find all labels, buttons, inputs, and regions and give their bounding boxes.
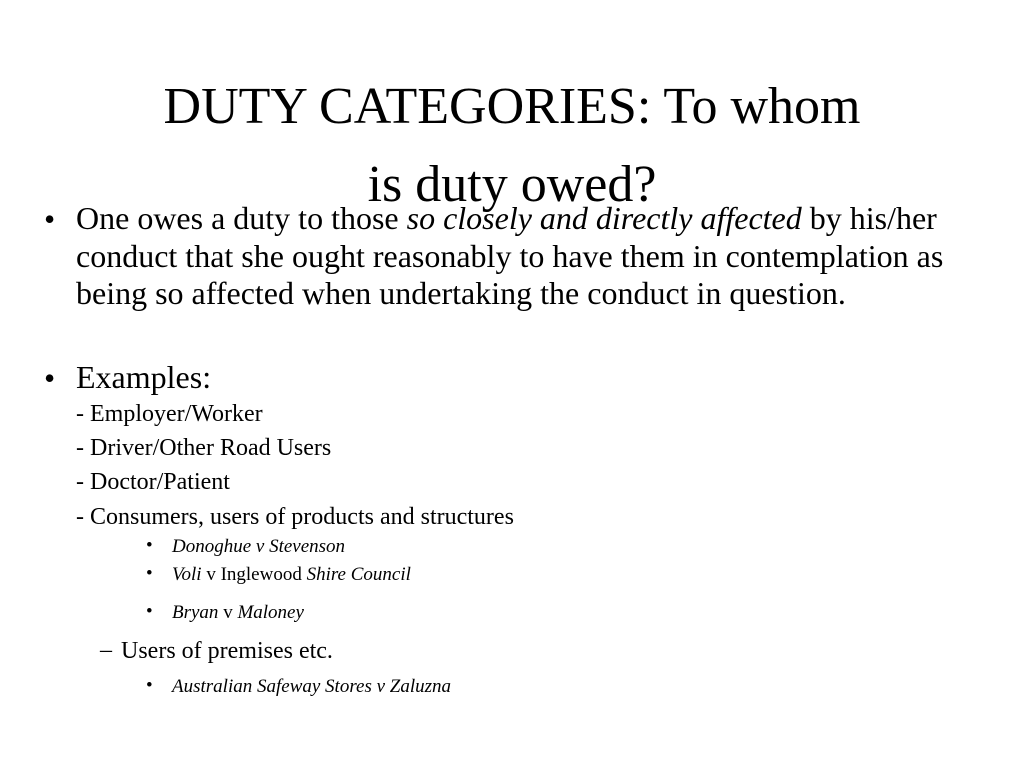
case-citation [172, 536, 345, 558]
case-citation [172, 602, 304, 624]
case-party: Bryan [172, 602, 219, 623]
premises-item: Users of premises etc. [121, 638, 333, 664]
case-party: Voli [172, 564, 202, 585]
title-line-2: is duty owed? [367, 156, 657, 213]
case-bullet: • [146, 601, 153, 622]
case-versus: v Inglewood [201, 564, 307, 585]
case-bullet: • [146, 563, 153, 584]
definition-emphasis: so closely and directly affected [406, 200, 802, 236]
duty-definition-paragraph [76, 200, 976, 313]
case-citation [172, 564, 411, 586]
case-name: Australian Safeway Stores v Zaluzna [172, 676, 452, 697]
example-item: - Employer/Worker [76, 401, 263, 427]
case-bullet: • [146, 535, 153, 556]
definition-text-start: One owes a duty to those [76, 200, 407, 236]
examples-heading: Examples: [76, 359, 212, 395]
case-bullet: • [146, 675, 153, 696]
case-party: Shire Council [306, 564, 411, 585]
case-party: Maloney [237, 602, 304, 623]
case-name: Donoghue v Stevenson [172, 536, 346, 557]
dash-marker: – [100, 637, 112, 663]
title-line-1: DUTY CATEGORIES: To whom [163, 78, 861, 135]
example-item: - Consumers, users of products and structures [76, 504, 514, 530]
bullet-marker: • [44, 360, 56, 396]
case-citation [172, 676, 451, 698]
example-item: - Doctor/Patient [76, 469, 230, 495]
bullet-marker: • [44, 201, 56, 237]
case-versus: v [218, 602, 238, 623]
definition-text-end: by his/her conduct that she ought reasonably to have them in contemplation as being so affected when undertaking the conduct in question. [76, 200, 944, 311]
example-item: - Driver/Other Road Users [76, 435, 332, 461]
